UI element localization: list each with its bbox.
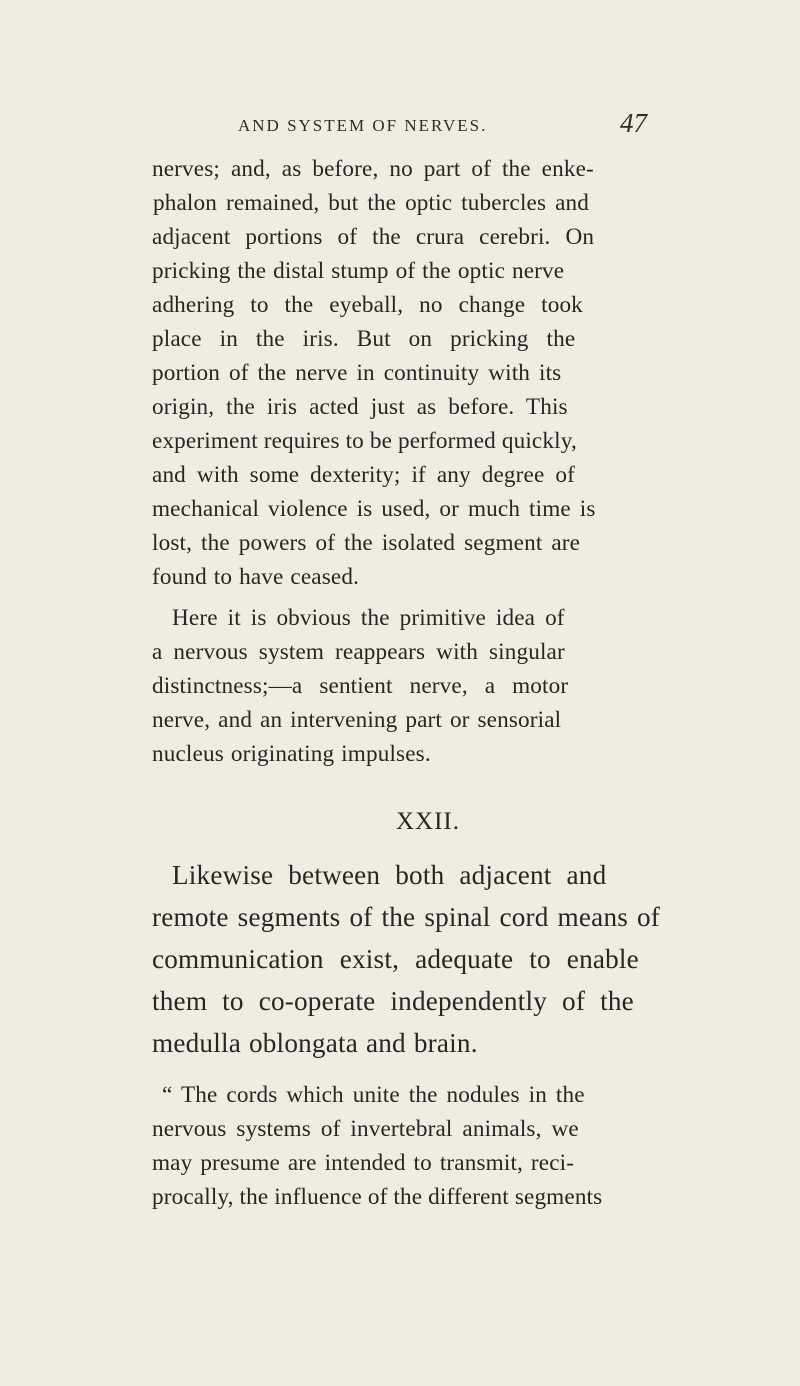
text-line: pricking the distal stump of the optic nerve (152, 258, 565, 284)
text-line: Likewise between both adjacent and (172, 860, 607, 890)
text-line: them to co-operate independently of the (152, 986, 634, 1016)
running-head: AND SYSTEM OF NERVES. (238, 116, 488, 135)
page-header (0, 108, 800, 142)
text-line: medulla oblongata and brain. (152, 1028, 478, 1058)
text-line: phalon remained, but the optic tubercles and (153, 190, 590, 216)
text-line: mechanical violence is used, or much time is (152, 496, 596, 522)
text-line: and with some dexterity; if any degree of (152, 462, 575, 488)
text-line: origin, the iris acted just as before. This (152, 394, 568, 420)
text-line: found to have ceased. (152, 564, 360, 590)
text-line: nervous systems of invertebral animals, we (152, 1116, 579, 1142)
text-line: distinctness;—a sentient nerve, a motor (152, 673, 569, 699)
text-line: Here it is obvious the primitive idea of (172, 605, 565, 631)
text-line: nucleus originating impulses. (152, 741, 431, 767)
text-line: communication exist, adequate to enable (152, 944, 639, 974)
text-line: lost, the powers of the isolated segment are (152, 530, 581, 556)
text-line: experiment requires to be performed quickly, (152, 428, 577, 454)
text-line: adhering to the eyeball, no change took (152, 292, 583, 318)
text-line: nerves; and, as before, no part of the enke- (152, 156, 594, 182)
text-line: portion of the nerve in continuity with its (152, 360, 562, 386)
text-line: “ The cords which unite the nodules in the (162, 1082, 585, 1108)
text-line: may presume are intended to transmit, reci- (152, 1150, 575, 1176)
section-number: XXII. (395, 808, 460, 835)
text-line: remote segments of the spinal cord means of (152, 902, 661, 932)
text-line: a nervous system reappears with singular (152, 639, 565, 665)
text-line: procally, the influence of the different segments (152, 1184, 603, 1210)
page-number: 47 (620, 108, 647, 138)
text-line: place in the iris. But on pricking the (152, 326, 576, 352)
text-line: nerve, and an intervening part or sensorial (152, 707, 562, 733)
text-line: adjacent portions of the crura cerebri. On (152, 224, 595, 250)
